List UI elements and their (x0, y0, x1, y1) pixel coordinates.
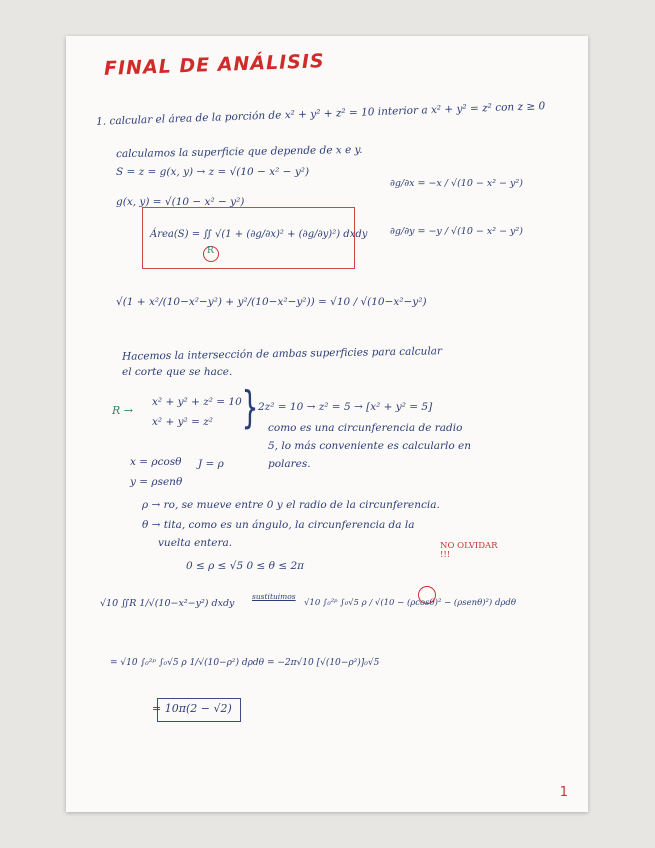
s-equation: S = z = g(x, y) → z = √(10 − x² − y²) (116, 166, 310, 178)
system-result: 2z² = 10 → z² = 5 → [x² + y² = 5] (258, 401, 433, 413)
surface-line: calculamos la superficie que depende de x e y. (115, 143, 363, 161)
area-formula: Área(S) = ∬ √(1 + (∂g/∂x)² + (∂g/∂y)²) dxdy (150, 229, 368, 240)
partial-dgdx: ∂g/∂x = −x / √(10 − x² − y²) (390, 178, 523, 189)
jacobian: J = ρ (198, 458, 224, 470)
circle-note-2: 5, lo más conveniente es calcularlo en (268, 440, 472, 452)
problem-statement: 1. calcular el área de la porción de x² + y² + z² = 10 interior a x² + y² = z² con z ≥ 0 (95, 100, 546, 128)
integral-original: √10 ∬R 1/√(10−x²−y²) dxdy (100, 598, 235, 609)
integral-simplified: = √10 ∫₀²ᵖ ∫₀√5 ρ 1/√(10−ρ²) dρdθ = −2π√10 [√(10−ρ²)]₀√5 (110, 658, 380, 668)
rho-jacobian-circle (418, 586, 436, 604)
integration-bounds: 0 ≤ ρ ≤ √5 0 ≤ θ ≤ 2π (186, 560, 305, 572)
region-r-label: R (207, 246, 214, 256)
theta-description-2: vuelta entera. (158, 537, 233, 549)
partial-dgdy: ∂g/∂y = −y / √(10 − x² − y²) (390, 226, 523, 237)
no-olvidar-note: NO OLVIDAR !!! (440, 541, 498, 561)
circle-note-1: como es una circunferencia de radio (268, 422, 463, 434)
system-brace: } (241, 382, 259, 433)
page-title: FINAL DE ANÁLISIS (103, 50, 325, 80)
integral-polar: √10 ∫₀²ᵖ ∫₀√5 ρ / √(10 − (ρcosθ)² − (ρsenθ)²) dρdθ (304, 598, 516, 608)
notebook-page (66, 36, 588, 812)
g-equation: g(x, y) = √(10 − x² − y²) (116, 196, 245, 208)
final-result: = 10π(2 − √2) (152, 702, 232, 715)
intersection-line-2: el corte que se hace. (122, 366, 233, 378)
sqrt-simplification: √(1 + x²/(10−x²−y²) + y²/(10−x²−y²)) = √10 / √(10−x²−y²) (116, 296, 427, 308)
rho-description: ρ → ro, se mueve entre 0 y el radio de la circunferencia. (142, 499, 440, 511)
system-eq-1: x² + y² + z² = 10 (152, 396, 242, 408)
polar-x: x = ρcosθ (130, 456, 182, 468)
region-arrow: R → (112, 404, 133, 417)
circle-note-3: polares. (268, 458, 311, 470)
system-eq-2: x² + y² = z² (152, 416, 213, 428)
substitution-label: sustituimos (252, 592, 296, 601)
theta-description-1: θ → tita, como es un ángulo, la circunferencia da la (142, 519, 415, 531)
page-number: 1 (559, 785, 568, 800)
polar-y: y = ρsenθ (130, 476, 183, 488)
intersection-line-1: Hacemos la intersección de ambas superficies para calcular (121, 345, 443, 363)
